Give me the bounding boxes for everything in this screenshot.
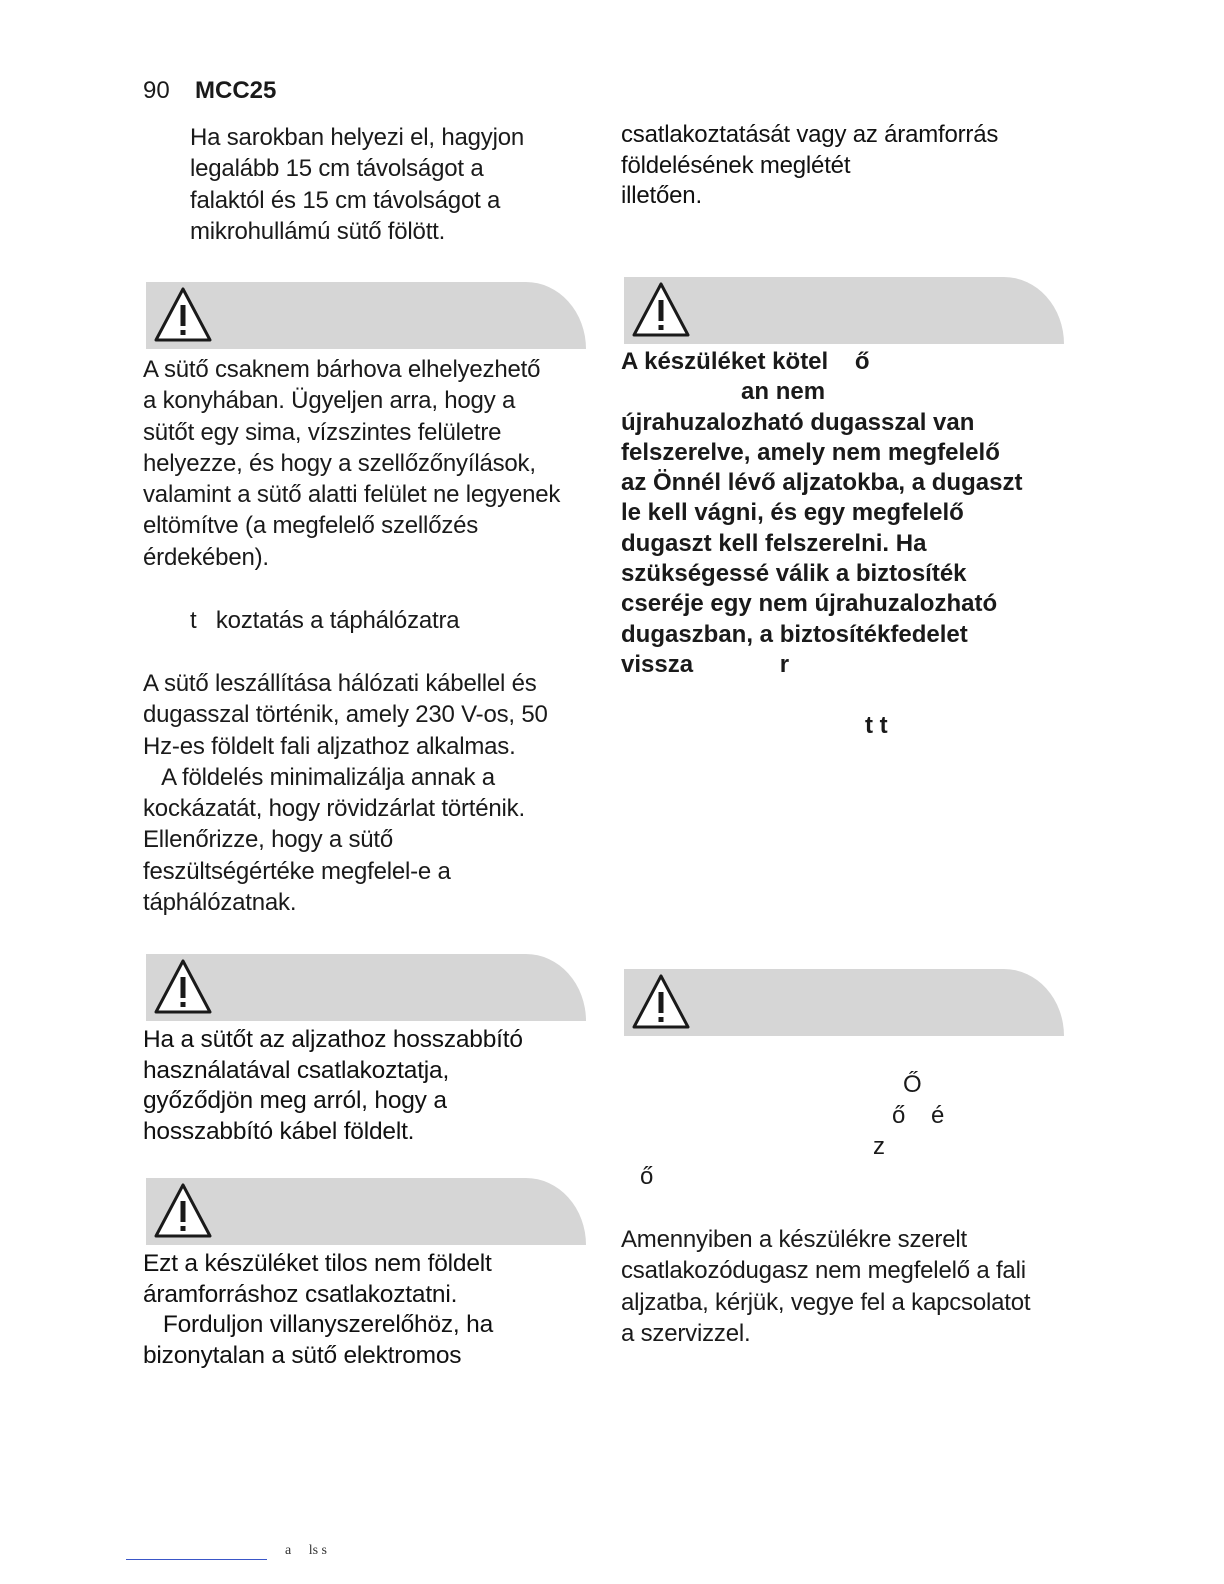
text-line: vissza r	[621, 650, 790, 678]
section-heading: t koztatás a táphálózatra	[190, 607, 460, 634]
text-line: táphálózatnak.	[143, 889, 297, 917]
text-line: helyezze, és hogy a szellőzőnyílások,	[143, 449, 536, 477]
warning-bar	[146, 954, 586, 1021]
text-line: falaktól és 15 cm távolságot a	[190, 186, 501, 214]
text-line: dugaszban, a biztosítékfedelet	[621, 620, 968, 648]
model-name: MCC25	[195, 77, 277, 104]
warning-bar	[146, 282, 586, 349]
text-line: hosszabbító kábel földelt.	[143, 1117, 415, 1145]
text-line: le kell vágni, és egy megfelelő	[621, 499, 964, 527]
text-line: an nem	[621, 378, 826, 406]
text-line: feszültségértéke megfelel-e a	[143, 857, 451, 885]
warning-bar	[146, 1178, 586, 1245]
text-line: a konyhában. Ügyeljen arra, hogy a	[143, 387, 516, 415]
text-line: dugasszal történik, amely 230 V-os, 50	[143, 701, 548, 729]
text-line: A készüléket kötel ő	[621, 348, 870, 375]
text-line: az Önnél lévő aljzatokba, a dugaszt	[621, 469, 1023, 497]
text-fragment: ő	[640, 1163, 654, 1190]
text-fragment: Ő	[903, 1071, 922, 1098]
warning-triangle-icon	[152, 957, 214, 1017]
page-number: 90	[143, 77, 170, 104]
placement-paragraph	[143, 354, 560, 573]
text-line: sütőt egy sima, vízszintes felületre	[143, 418, 502, 446]
service-paragraph	[621, 1224, 1030, 1349]
power-paragraph	[143, 668, 548, 918]
text-line: csatlakoztatását vagy az áramforrás	[621, 121, 999, 148]
text-fragment: t t	[865, 712, 888, 739]
warning-triangle-icon	[152, 285, 214, 345]
text-line: Amennyiben a készülékre szerelt	[621, 1226, 967, 1253]
text-line: mikrohullámú sütő fölött.	[190, 217, 446, 245]
text-line: valamint a sütő alatti felület ne legyenek	[143, 481, 561, 509]
text-line: Hz-es földelt fali aljzathoz alkalmas.	[143, 732, 516, 760]
text-line: eltömítve (a megfelelő szellőzés	[143, 512, 479, 540]
text-line: bizonytalan a sütő elektromos	[143, 1341, 462, 1369]
text-fragment: ő é	[892, 1102, 945, 1129]
text-line: felszerelve, amely nem megfelelő	[621, 438, 1000, 466]
text-line: Ha sarokban helyezi el, hagyjon	[190, 124, 525, 151]
text-line: Forduljon villanyszerelőhöz, ha	[143, 1311, 493, 1338]
text-line: földelésének meglétét	[621, 151, 851, 179]
continuation-paragraph	[621, 120, 998, 212]
text-line: kockázatát, hogy rövidzárlat történik.	[143, 795, 525, 823]
plug-warning-text	[621, 347, 1022, 680]
warning-bar	[624, 277, 1064, 344]
text-line: A sütő csaknem bárhova elhelyezhető	[143, 356, 541, 383]
text-line: illetően.	[621, 182, 702, 209]
warning-bar	[624, 969, 1064, 1036]
text-line: újrahuzalozható dugasszal van	[621, 408, 975, 436]
text-line: A földelés minimalizálja annak a	[143, 763, 495, 791]
text-line: dugaszt kell felszerelni. Ha	[621, 529, 927, 557]
text-line: érdekében).	[143, 543, 269, 571]
text-line: Ellenőrizze, hogy a sütő	[143, 826, 394, 854]
text-line: szükségessé válik a biztosíték	[621, 560, 967, 588]
text-line: áramforráshoz csatlakoztatni.	[143, 1280, 458, 1308]
text-line: győződjön meg arról, hogy a	[143, 1087, 447, 1114]
text-line: csatlakozódugasz nem megfelelő a fali	[621, 1257, 1026, 1285]
ground-warning-text	[143, 1249, 493, 1371]
extension-warning-text	[143, 1025, 523, 1147]
text-line: használatával csatlakoztatja,	[143, 1056, 450, 1084]
intro-paragraph	[190, 122, 524, 247]
warning-triangle-icon	[630, 972, 692, 1032]
text-line: Ezt a készüléket tilos nem földelt	[143, 1250, 492, 1277]
warning-triangle-icon	[152, 1181, 214, 1241]
text-line: aljzatba, kérjük, vegye fel a kapcsolatot	[621, 1288, 1031, 1316]
footer-rule	[126, 1559, 267, 1560]
text-line: Ha a sütőt az aljzathoz hosszabbító	[143, 1026, 523, 1053]
text-line: cseréje egy nem újrahuzalozható	[621, 590, 998, 618]
text-line: A sütő leszállítása hálózati kábellel és	[143, 670, 537, 697]
text-fragment: z	[873, 1133, 885, 1160]
text-line: legalább 15 cm távolságot a	[190, 155, 484, 183]
text-line: a szervizzel.	[621, 1319, 751, 1347]
warning-triangle-icon	[630, 280, 692, 340]
footer-text: a ls s	[285, 1543, 327, 1558]
